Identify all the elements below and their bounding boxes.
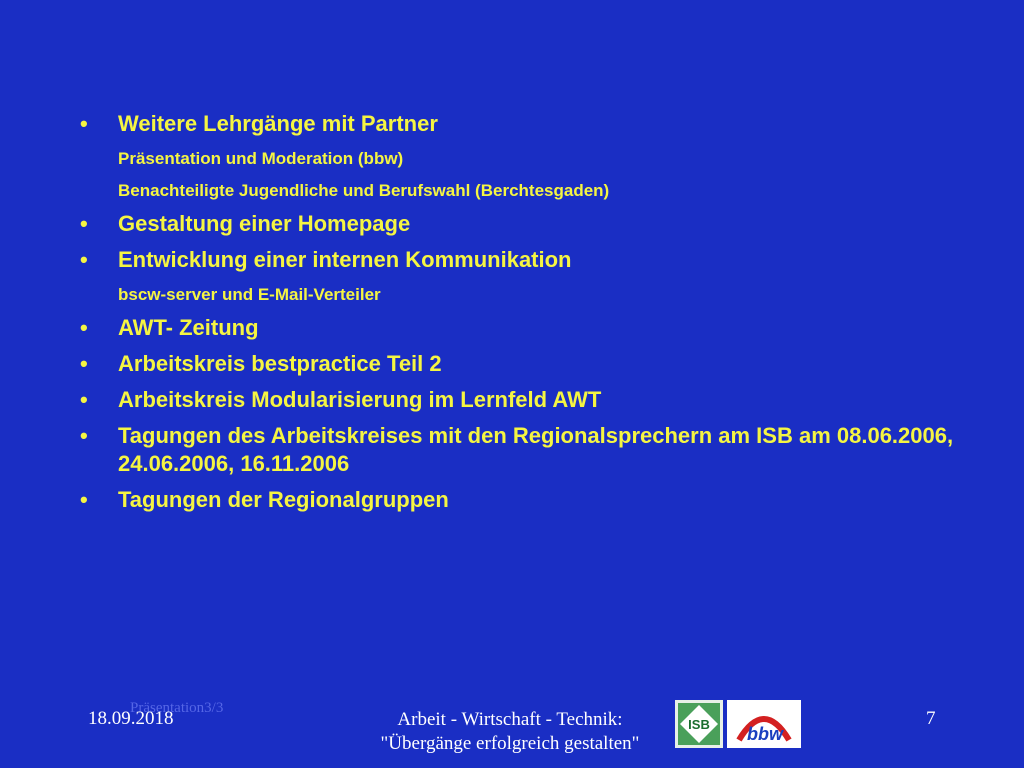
footer-note: Präsentation3/3 [130, 700, 224, 716]
bullet-symbol: • [80, 351, 88, 376]
bullet-text: Entwicklung einer internen Kommunikation [118, 247, 572, 272]
bbw-logo [727, 700, 801, 748]
bullet-text: Arbeitskreis Modularisierung im Lernfeld AWT [118, 387, 602, 412]
footer-date: 18.09.2018 [88, 708, 174, 729]
bullet-text: Tagungen der Regionalgruppen [118, 487, 449, 512]
bullet-item [78, 386, 978, 414]
footer-title [360, 708, 660, 756]
sub-item: Benachteiligte Jugendliche und Berufswahl (Berchtesgaden) [118, 181, 610, 200]
page-number: 7 [926, 708, 936, 729]
bullet-symbol: • [80, 247, 88, 272]
bullet-item [78, 210, 978, 238]
svg-text:bbw: bbw [747, 724, 783, 744]
bullet-symbol: • [80, 211, 88, 236]
bullet-list [78, 110, 978, 514]
bullet-item [78, 486, 978, 514]
bullet-text: Arbeitskreis bestpractice Teil 2 [118, 351, 442, 376]
bullet-item [78, 350, 978, 378]
bullet-item [78, 246, 978, 274]
svg-text:ISB: ISB [688, 717, 710, 732]
bullet-item [78, 422, 978, 478]
bullet-text: AWT- Zeitung [118, 315, 259, 340]
bullet-text: Gestaltung einer Homepage [118, 211, 411, 236]
sub-item: bscw-server und E-Mail-Verteiler [118, 285, 381, 304]
bullet-item [78, 314, 978, 342]
sub-item: Präsentation und Moderation (bbw) [118, 149, 404, 168]
bullet-symbol: • [80, 315, 88, 340]
bullet-text: Tagungen des Arbeitskreises mit den Regionalsprechern am ISB am 08.06.2006, 24.06.2006, 16.11.2006 [118, 423, 954, 476]
bullet-symbol: • [80, 387, 88, 412]
bullet-symbol: • [80, 111, 88, 136]
footer-title-line2: "Übergänge erfolgreich gestalten" [380, 733, 640, 754]
isb-logo [675, 700, 723, 748]
bullet-item [78, 110, 978, 138]
bullet-text: Weitere Lehrgänge mit Partner [118, 111, 438, 136]
bullet-symbol: • [80, 487, 88, 512]
footer-title-line1: Arbeit - Wirtschaft - Technik: [397, 709, 623, 730]
bullet-symbol: • [80, 423, 88, 448]
